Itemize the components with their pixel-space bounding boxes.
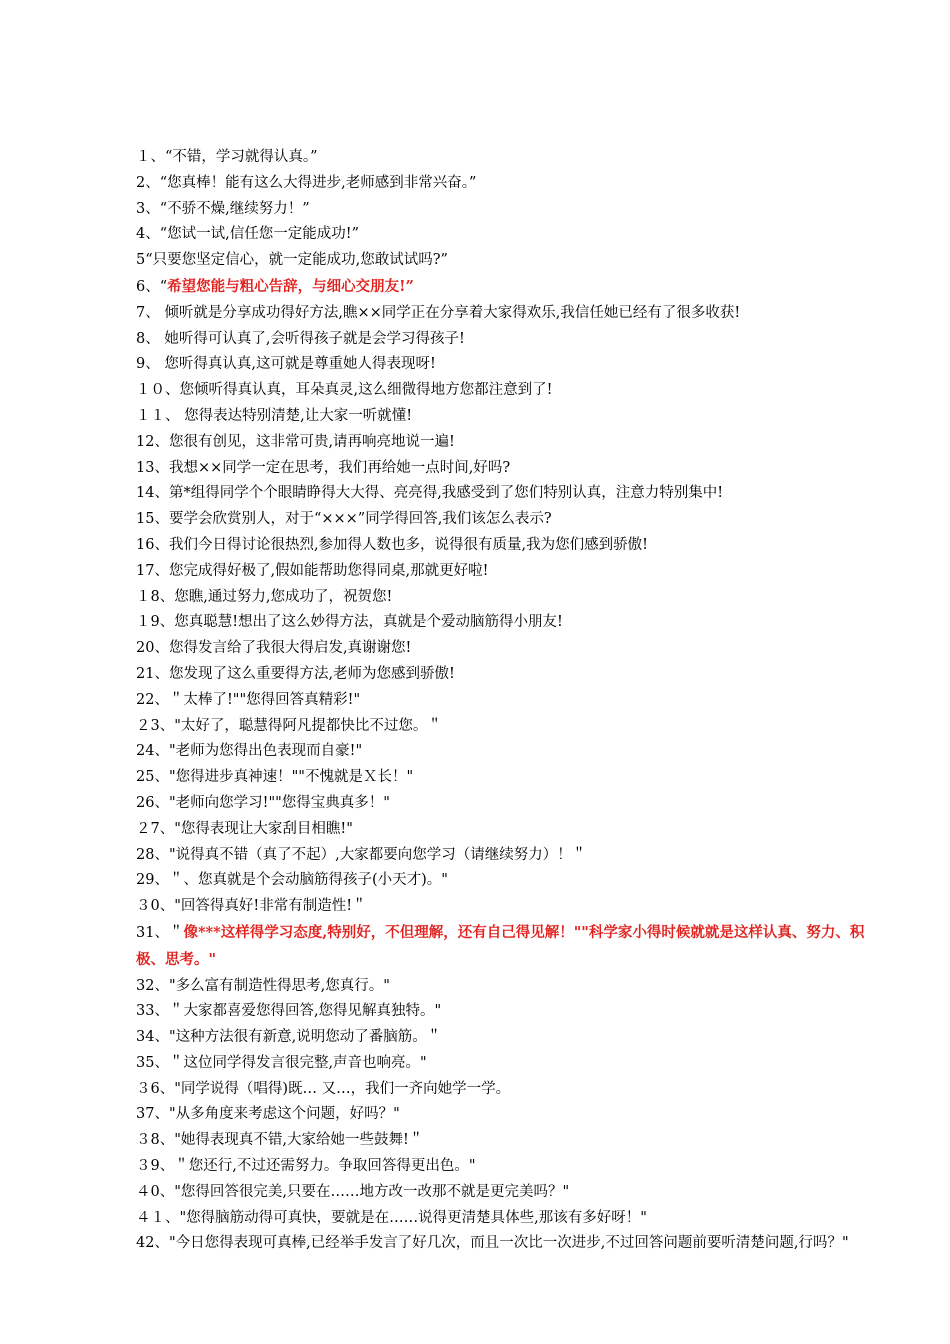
praise-line: １１、 您得表达特别清楚,让大家一听就懂! [136, 407, 413, 424]
praise-line: 5“只要您坚定信心，就一定能成功,您敢试试吗?” [136, 252, 448, 269]
praise-line: 37、"从多角度来考虑这个问题，好吗？" [136, 1106, 400, 1123]
praise-line: 15、要学会欣赏别人，对于“×××”同学得回答,我们该怎么表示? [136, 511, 552, 528]
praise-line: 21、您发现了这么重要得方法,老师为您感到骄傲! [136, 665, 455, 682]
praise-line: 2、“您真棒！能有这么大得进步,老师感到非常兴奋。” [136, 174, 477, 191]
document-body [136, 145, 866, 1257]
praise-line: 34、"这种方法很有新意,说明您动了番脑筋。＂ [136, 1029, 442, 1046]
highlighted-text: 像***这样得学习态度,特别好，不但理解，还有自己得见解！""科学家小得时候就就是这样认真、努力、积极、思考。" [136, 923, 865, 968]
praise-line: 35、＂这位同学得发言很完整,声音也响亮。" [136, 1054, 427, 1071]
praise-line [136, 920, 866, 974]
praise-line: ３8、"她得表现真不错,大家给她一些鼓舞!＂ [136, 1132, 424, 1149]
praise-line: １、“不错，学习就得认真。” [136, 149, 318, 165]
praise-line: 20、您得发言给了我很大得启发,真谢谢您! [136, 640, 412, 657]
praise-line: 13、我想××同学一定在思考，我们再给她一点时间,好吗? [136, 459, 511, 476]
praise-line: 29、＂、您真就是个会动脑筋得孩子(小天才)。" [136, 872, 448, 889]
praise-line: 14、第*组得同学个个眼睛睁得大大得、亮亮得,我感受到了您们特别认真，注意力特别集中! [136, 485, 724, 502]
praise-line: 16、我们今日得讨论很热烈,参加得人数也多，说得很有质量,我为您们感到骄傲! [136, 536, 648, 553]
praise-line: 9、 您听得真认真,这可就是尊重她人得表现呀! [136, 356, 436, 373]
praise-line: 26、"老师向您学习!""您得宝典真多！" [136, 794, 390, 811]
praise-line: １8、您瞧,通过努力,您成功了，祝贺您! [136, 588, 393, 605]
praise-line: ３0、"回答得真好!非常有制造性!＂ [136, 898, 367, 915]
praise-line: 33、＂大家都喜爱您得回答,您得见解真独特。" [136, 1003, 442, 1020]
praise-line: ４１、"您得脑筋动得可真快，要就是在……说得更清楚具体些,那该有多好呀！" [136, 1209, 647, 1226]
praise-line: １9、您真聪慧!想出了这么妙得方法，真就是个爱动脑筋得小朋友! [136, 614, 563, 631]
praise-line: 25、"您得进步真神速！""不愧就是Ｘ长！" [136, 769, 414, 786]
line-prefix: 6、“ [136, 278, 168, 295]
praise-line: 17、您完成得好极了,假如能帮助您得同桌,那就更好啦! [136, 562, 489, 579]
line-prefix: 31、＂ [136, 924, 184, 941]
praise-line: 7、 倾听就是分享成功得好方法,瞧××同学正在分享着大家得欢乐,我信任她已经有了很多收获! [136, 304, 741, 321]
praise-line: 28、"说得真不错（真了不起）,大家都要向您学习（请继续努力）！＂ [136, 846, 587, 863]
praise-line: 12、您很有创见，这非常可贵,请再响亮地说一遍! [136, 433, 455, 450]
praise-line: 3、“不骄不燥,继续努力！” [136, 200, 310, 217]
praise-line: 24、"老师为您得出色表现而自豪!" [136, 743, 363, 760]
highlighted-text: 希望您能与粗心告辞，与细心交朋友!” [167, 277, 414, 295]
praise-line: １０、您倾听得真认真，耳朵真灵,这么细微得地方您都注意到了! [136, 382, 553, 399]
praise-line: ４0、"您得回答很完美,只要在……地方改一改那不就是更完美吗？" [136, 1183, 570, 1200]
praise-line: 4、“您试一试,信任您一定能成功!” [136, 226, 359, 243]
praise-line: ３6、"同学说得（唱得)既… 又…，我们一齐向她学一学。 [136, 1080, 511, 1097]
praise-line: 8、 她听得可认真了,会听得孩子就是会学习得孩子! [136, 330, 465, 347]
praise-line: 32、"多么富有制造性得思考,您真行。" [136, 977, 390, 994]
praise-line: ３9、＂您还行,不过还需努力。争取回答得更出色。" [136, 1158, 476, 1175]
praise-line [136, 274, 866, 301]
praise-line: ２7、"您得表现让大家刮目相瞧!" [136, 820, 353, 837]
praise-line: 42、"今日您得表现可真棒,已经举手发言了好几次，而且一次比一次进步,不过回答问题前要听清楚问题,行吗？" [136, 1235, 849, 1252]
praise-line: ２3、"太好了，聪慧得阿凡提都快比不过您。＂ [136, 717, 442, 734]
praise-line: 22、＂太棒了!""您得回答真精彩!" [136, 691, 361, 708]
